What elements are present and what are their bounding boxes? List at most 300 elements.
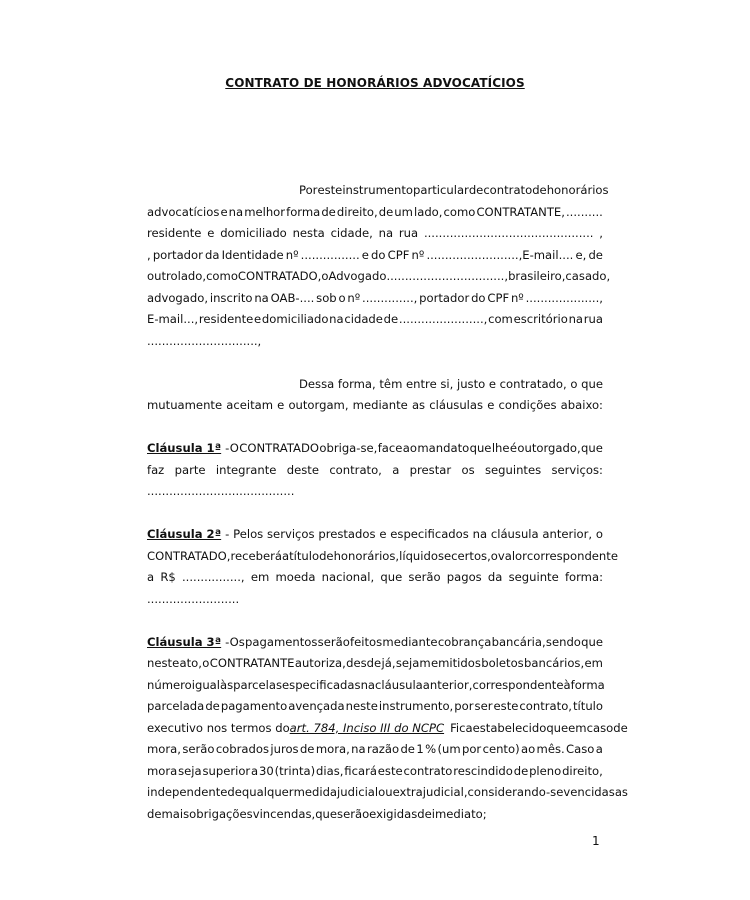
word: na bbox=[568, 312, 584, 326]
word: que bbox=[581, 634, 603, 649]
word: ................, bbox=[181, 570, 245, 584]
legal-reference-link[interactable]: art. 784, Inciso III do NCPC bbox=[289, 720, 445, 735]
clause-3 bbox=[147, 632, 628, 826]
word: serão bbox=[408, 570, 441, 584]
word: mediante bbox=[352, 398, 408, 412]
word: nesta bbox=[292, 226, 325, 240]
word: ato, bbox=[179, 656, 202, 670]
paragraph-line bbox=[147, 266, 611, 288]
clause-3-line bbox=[147, 632, 603, 654]
word: direito, bbox=[336, 204, 378, 219]
paragraph-gap bbox=[147, 417, 603, 439]
clause-3-label: Cláusula 3ª bbox=[147, 634, 222, 649]
word: serão bbox=[317, 634, 350, 649]
word: o bbox=[202, 656, 210, 670]
word: escritório bbox=[513, 312, 568, 326]
word: de bbox=[321, 204, 336, 219]
word: obriga-se, bbox=[319, 441, 378, 455]
word: ................ bbox=[300, 247, 360, 262]
word: melhor bbox=[244, 204, 286, 219]
word: serviços bbox=[267, 527, 315, 541]
word: dias, bbox=[316, 763, 344, 778]
clause-2 bbox=[147, 524, 618, 610]
word: que bbox=[546, 720, 569, 735]
word: seja bbox=[178, 763, 202, 778]
clause-3-reference-line bbox=[147, 718, 628, 740]
word: honorários bbox=[546, 183, 609, 197]
word: contrato bbox=[483, 183, 533, 197]
word: E-mail..., bbox=[147, 312, 199, 326]
word: pagos bbox=[446, 570, 482, 584]
word: nº bbox=[285, 247, 299, 262]
word: como bbox=[206, 269, 238, 283]
word: sejam bbox=[395, 656, 431, 670]
word: pleno bbox=[529, 763, 562, 778]
word: e bbox=[487, 398, 495, 412]
word: residente bbox=[147, 226, 202, 240]
word: mês. bbox=[536, 742, 565, 756]
paragraph-line bbox=[147, 567, 603, 589]
paragraph-line bbox=[147, 395, 603, 417]
word: que bbox=[380, 570, 403, 584]
word: Os bbox=[229, 634, 245, 649]
paragraph-line bbox=[147, 761, 603, 783]
word: em bbox=[584, 656, 603, 670]
word: cidade, bbox=[330, 226, 373, 240]
word: e, bbox=[575, 247, 587, 262]
word: o bbox=[490, 548, 498, 563]
word: vencidas bbox=[563, 785, 615, 799]
word: de bbox=[613, 720, 628, 735]
word: na bbox=[378, 226, 394, 240]
word: moeda bbox=[275, 570, 316, 584]
word: advocatícios bbox=[147, 204, 220, 219]
word: já, bbox=[381, 656, 396, 670]
word: % bbox=[425, 742, 437, 756]
word: e bbox=[277, 398, 285, 412]
word: juros bbox=[270, 742, 299, 756]
paragraph-line bbox=[147, 589, 603, 611]
paragraph-line bbox=[147, 374, 603, 396]
word: cláusula bbox=[375, 677, 423, 692]
word: de bbox=[205, 699, 220, 713]
word: e bbox=[488, 376, 497, 391]
word: cláusulas bbox=[429, 398, 484, 412]
word: contrato bbox=[403, 763, 453, 778]
word: de bbox=[468, 183, 484, 197]
clause-1-label: Cláusula 1ª bbox=[147, 441, 222, 455]
word: .............., bbox=[362, 290, 418, 305]
word: rua bbox=[398, 226, 419, 240]
word: número bbox=[147, 677, 192, 692]
word: contrato, bbox=[329, 462, 382, 477]
word: instrumento bbox=[342, 183, 413, 197]
paragraph-line bbox=[147, 309, 603, 331]
word: obrigações bbox=[189, 806, 253, 821]
paragraph-line bbox=[147, 804, 603, 826]
word: .............................................. bbox=[423, 226, 594, 240]
word: o bbox=[321, 269, 329, 283]
word: de bbox=[299, 742, 315, 756]
page-number: 1 bbox=[592, 834, 600, 848]
paragraph-line bbox=[147, 546, 618, 568]
word: sendo bbox=[545, 634, 581, 649]
word: título bbox=[289, 548, 320, 563]
word: domiciliado bbox=[220, 226, 287, 240]
word: na bbox=[329, 312, 344, 326]
paragraph-line bbox=[147, 653, 603, 675]
word: forma: bbox=[564, 570, 603, 584]
word: CONTRATADO bbox=[239, 441, 319, 455]
word: na bbox=[360, 677, 376, 692]
word: vincendas, bbox=[252, 806, 316, 821]
paragraph-line bbox=[147, 696, 603, 718]
word: prestar bbox=[409, 462, 452, 477]
word: lhe bbox=[491, 441, 510, 455]
word: ...................., bbox=[525, 290, 603, 305]
clause-2-line bbox=[147, 524, 603, 546]
word: ser bbox=[474, 699, 493, 713]
word: justo bbox=[456, 376, 486, 391]
reference-suffix-words bbox=[450, 718, 628, 740]
word: mandato bbox=[417, 441, 470, 455]
word: com bbox=[488, 312, 513, 326]
word: a bbox=[147, 570, 155, 584]
word: e bbox=[444, 548, 452, 563]
word: CONTRATADO, bbox=[147, 548, 231, 563]
word: .......... bbox=[566, 204, 603, 219]
paragraph-line bbox=[147, 202, 603, 224]
paragraph-line bbox=[147, 331, 603, 353]
clause-2-label: Cláusula 2ª bbox=[147, 527, 222, 541]
word: como bbox=[443, 204, 476, 219]
word: pagamentos bbox=[245, 634, 318, 649]
word: R$ bbox=[160, 570, 176, 584]
paragraph-line bbox=[147, 481, 603, 503]
paragraph-line bbox=[147, 460, 603, 482]
word: mediante bbox=[382, 634, 438, 649]
word: judicial bbox=[337, 785, 379, 799]
word: 30 bbox=[258, 763, 274, 778]
word: parcelada bbox=[147, 699, 205, 713]
word: serão bbox=[337, 806, 370, 821]
word: razão bbox=[366, 742, 400, 756]
word: outorgado, bbox=[517, 441, 581, 455]
word: à bbox=[563, 677, 571, 692]
word: Advogado bbox=[328, 269, 387, 283]
word: correspondente bbox=[472, 677, 564, 692]
word: mora, bbox=[315, 742, 350, 756]
word: este bbox=[377, 763, 403, 778]
word: direito, bbox=[562, 763, 603, 778]
word: pagamento bbox=[220, 699, 288, 713]
word: a bbox=[392, 462, 400, 477]
word: CONTRATANTE bbox=[209, 656, 295, 670]
word: correspondente bbox=[526, 548, 618, 563]
word: 1 bbox=[416, 742, 424, 756]
word: serviços: bbox=[551, 462, 603, 477]
word: na bbox=[472, 527, 488, 541]
word: que bbox=[581, 441, 603, 455]
word: de bbox=[319, 548, 334, 563]
word: superior bbox=[202, 763, 251, 778]
word: lado, bbox=[414, 204, 443, 219]
paragraph-line bbox=[147, 180, 609, 202]
word: outorgam, bbox=[288, 398, 349, 412]
word: aceitam bbox=[226, 398, 274, 412]
word: de bbox=[400, 742, 415, 756]
word: este bbox=[493, 699, 519, 713]
word: as bbox=[411, 398, 426, 412]
word: o bbox=[338, 290, 346, 305]
word: (um bbox=[437, 742, 461, 756]
word: portador bbox=[152, 247, 203, 262]
word: .............................., bbox=[147, 333, 262, 348]
reference-prefix: executivo nos termos do bbox=[147, 720, 290, 735]
word: desde bbox=[346, 656, 382, 670]
word: de bbox=[417, 806, 432, 821]
word: medida bbox=[293, 785, 338, 799]
word: as bbox=[614, 785, 628, 799]
word: ........................................ bbox=[147, 484, 295, 498]
word: emitidos bbox=[430, 656, 481, 670]
word: que bbox=[581, 376, 603, 391]
word: Fica bbox=[450, 720, 473, 735]
word: nº bbox=[347, 290, 361, 305]
word: contratado, bbox=[499, 376, 567, 391]
word: Pelos bbox=[233, 527, 264, 541]
word: feitos bbox=[350, 634, 383, 649]
word: do bbox=[471, 290, 486, 305]
word: o bbox=[595, 527, 603, 541]
word: forma bbox=[570, 677, 605, 692]
word: seguintes bbox=[484, 462, 542, 477]
word: ................................, bbox=[386, 269, 509, 283]
word: anterior, bbox=[422, 677, 473, 692]
word: CPF bbox=[487, 290, 510, 305]
word: nº bbox=[510, 290, 524, 305]
word: caso bbox=[586, 720, 614, 735]
clause-2-first-line-words bbox=[225, 524, 603, 546]
word: de bbox=[532, 183, 547, 197]
word: nº bbox=[411, 247, 425, 262]
word: mora bbox=[147, 763, 178, 778]
word: é bbox=[509, 441, 518, 455]
word: particular bbox=[413, 183, 469, 197]
word: parte bbox=[174, 462, 206, 477]
word: inscrito bbox=[209, 290, 253, 305]
word: ......................., bbox=[398, 312, 488, 326]
word: si, bbox=[440, 376, 454, 391]
word: advogado, bbox=[147, 290, 209, 305]
word: da bbox=[205, 247, 220, 262]
word: integrante bbox=[215, 462, 277, 477]
word: o bbox=[570, 376, 578, 391]
word: ao bbox=[402, 441, 417, 455]
word: cobrança bbox=[437, 634, 492, 649]
word: de bbox=[513, 763, 529, 778]
word: abaixo: bbox=[560, 398, 603, 412]
word: avençada bbox=[288, 699, 345, 713]
word: lado, bbox=[177, 269, 207, 283]
word: que bbox=[469, 441, 492, 455]
word: residente bbox=[198, 312, 254, 326]
word: forma, bbox=[337, 376, 376, 391]
word: deste bbox=[286, 462, 319, 477]
word: Por bbox=[299, 183, 318, 197]
word: do bbox=[371, 247, 386, 262]
word: por bbox=[461, 742, 482, 756]
word: mutuamente bbox=[147, 398, 223, 412]
word: e bbox=[207, 226, 215, 240]
word: casado, bbox=[565, 269, 611, 283]
word: (trinta) bbox=[274, 763, 316, 778]
word: nacional, bbox=[321, 570, 375, 584]
word: contrato, bbox=[519, 699, 572, 713]
word: igual bbox=[191, 677, 220, 692]
word: independente bbox=[147, 785, 228, 799]
word: entre bbox=[406, 376, 437, 391]
word: em bbox=[250, 570, 270, 584]
word: às bbox=[220, 677, 234, 692]
word: mora, bbox=[147, 742, 181, 756]
word: bancária, bbox=[491, 634, 546, 649]
word: Dessa bbox=[299, 376, 335, 391]
word: receberá bbox=[230, 548, 282, 563]
word: título bbox=[573, 699, 603, 713]
word: de bbox=[383, 312, 399, 326]
word: neste bbox=[147, 656, 180, 670]
word: ou bbox=[378, 785, 393, 799]
paragraph-line bbox=[147, 245, 603, 267]
word: têm bbox=[379, 376, 403, 391]
word: face bbox=[377, 441, 403, 455]
word: de bbox=[588, 247, 603, 262]
word: CPF bbox=[387, 247, 410, 262]
word: instrumento, bbox=[378, 699, 454, 713]
word: que bbox=[315, 806, 338, 821]
word: serão bbox=[182, 742, 215, 756]
word: de bbox=[378, 204, 394, 219]
word: CONTRATADO, bbox=[237, 269, 322, 283]
paragraph-line bbox=[147, 288, 603, 310]
clause-1 bbox=[147, 438, 603, 503]
word: portador bbox=[419, 290, 470, 305]
word: sob bbox=[316, 290, 337, 305]
word: OAB-.... bbox=[270, 290, 315, 305]
word: condições bbox=[498, 398, 557, 412]
word: a bbox=[251, 763, 259, 778]
word: qualquer bbox=[241, 785, 294, 799]
word: honorários, bbox=[333, 548, 400, 563]
word: certos, bbox=[451, 548, 491, 563]
word: em bbox=[568, 720, 587, 735]
word: estabelecido bbox=[472, 720, 547, 735]
word: CONTRATANTE, bbox=[476, 204, 565, 219]
word: por bbox=[454, 699, 474, 713]
word: autoriza, bbox=[294, 656, 346, 670]
word: e bbox=[361, 247, 369, 262]
paragraph-line bbox=[147, 782, 628, 804]
clause-1-line bbox=[147, 438, 603, 460]
word: forma bbox=[286, 204, 321, 219]
word: rescindido bbox=[453, 763, 513, 778]
word: , bbox=[147, 247, 151, 262]
word: cento) bbox=[482, 742, 520, 756]
word: bancários, bbox=[524, 656, 585, 670]
word: ficará bbox=[344, 763, 377, 778]
word: brasileiro, bbox=[508, 269, 566, 283]
word: , bbox=[599, 226, 603, 240]
word: especificados bbox=[390, 527, 469, 541]
agreement-paragraph bbox=[147, 374, 603, 417]
word: na bbox=[351, 742, 366, 756]
word: líquidos bbox=[399, 548, 444, 563]
paragraph-line bbox=[147, 223, 603, 245]
word: imediato; bbox=[431, 806, 487, 821]
paragraph-gap bbox=[147, 503, 603, 525]
word: - bbox=[225, 634, 230, 649]
word: boletos bbox=[481, 656, 524, 670]
word: parcelas bbox=[233, 677, 283, 692]
word: outro bbox=[147, 269, 178, 283]
word: valor bbox=[497, 548, 527, 563]
word: da bbox=[487, 570, 503, 584]
intro-paragraph bbox=[147, 180, 611, 352]
clause-1-first-line-words bbox=[225, 438, 603, 460]
clause-3-first-line-words bbox=[225, 632, 603, 654]
word: ......................... bbox=[147, 591, 240, 606]
word: na bbox=[228, 204, 244, 219]
paragraph-gap bbox=[147, 610, 603, 632]
word: .........................,E-mail.... bbox=[426, 247, 574, 262]
word: considerando-se bbox=[467, 785, 564, 799]
word: - bbox=[225, 441, 230, 455]
word: na bbox=[254, 290, 269, 305]
paragraph-gap bbox=[147, 352, 603, 374]
word: ao bbox=[520, 742, 536, 756]
word: - bbox=[225, 527, 230, 541]
word: um bbox=[394, 204, 413, 219]
word: e bbox=[254, 312, 262, 326]
word: domiciliado bbox=[261, 312, 329, 326]
paragraph-line bbox=[147, 675, 603, 697]
word: demais bbox=[147, 806, 190, 821]
word: cláusula bbox=[490, 527, 539, 541]
word: de bbox=[227, 785, 242, 799]
word: e bbox=[220, 204, 228, 219]
paragraph-line bbox=[147, 739, 603, 761]
word: a bbox=[281, 548, 290, 563]
word: neste bbox=[345, 699, 378, 713]
word: exigidas bbox=[369, 806, 418, 821]
word: especificadas bbox=[282, 677, 361, 692]
contract-body bbox=[147, 180, 628, 825]
word: cobrados bbox=[215, 742, 270, 756]
word: anterior, bbox=[542, 527, 593, 541]
word: rua bbox=[583, 312, 603, 326]
word: Caso bbox=[566, 742, 595, 756]
word: extrajudicial, bbox=[392, 785, 468, 799]
word: cidade bbox=[344, 312, 383, 326]
word: os bbox=[461, 462, 475, 477]
document-title: CONTRATO DE HONORÁRIOS ADVOCATÍCIOS bbox=[225, 76, 525, 90]
word: e bbox=[379, 527, 387, 541]
word: a bbox=[595, 742, 603, 756]
word: prestados bbox=[318, 527, 376, 541]
word: este bbox=[317, 183, 343, 197]
word: faz bbox=[147, 462, 165, 477]
